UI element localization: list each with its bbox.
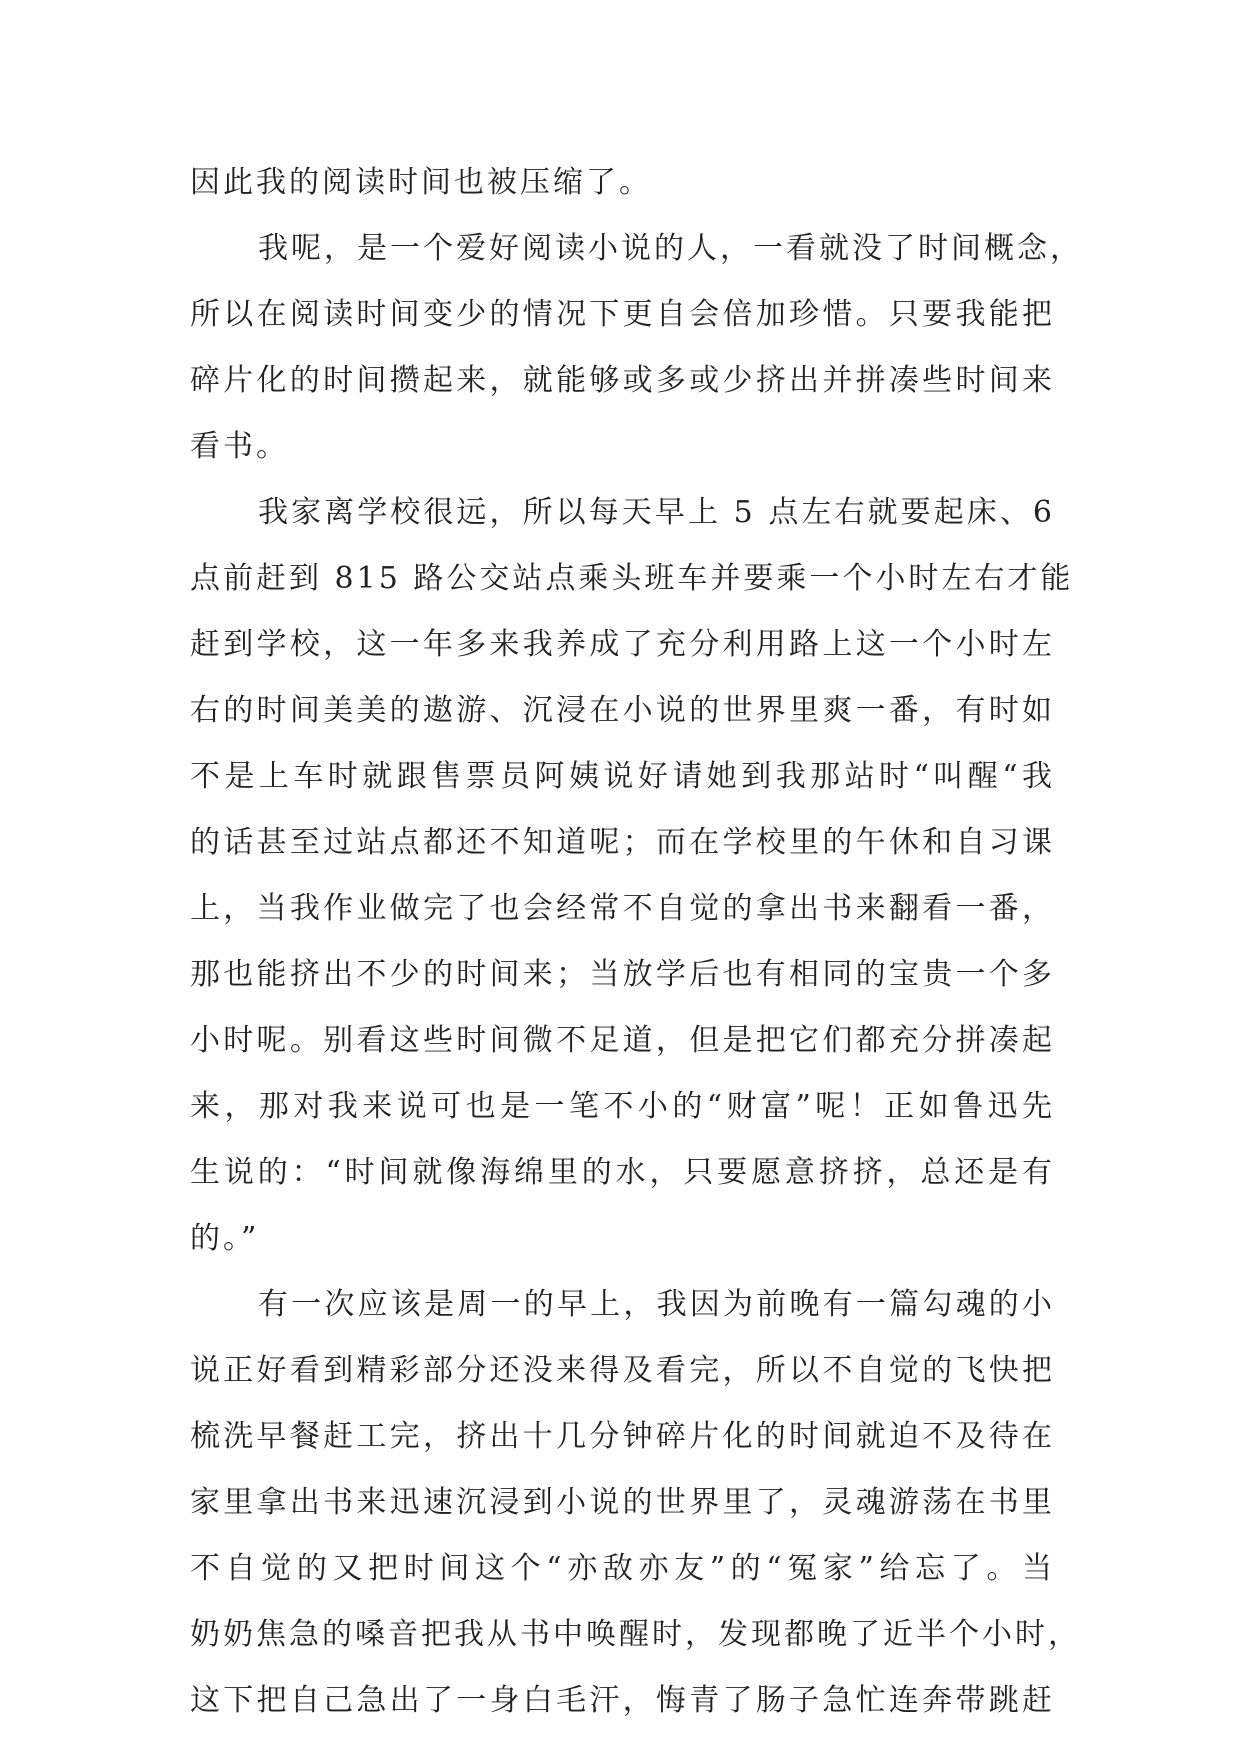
text-line: 家里拿出书来迅速沉浸到小说的世界里了，灵魂游荡在书里	[190, 1485, 1055, 1520]
text-line: 奶奶焦急的嗓音把我从书中唤醒时，发现都晚了近半个小时，	[190, 1617, 1081, 1652]
text-line: 赶到学校，这一年多来我养成了充分利用路上这一个小时左	[190, 627, 1055, 662]
text-line: 来，那对我来说可也是一笔不小的“财富”呢！正如鲁迅先	[190, 1089, 1055, 1124]
text-line: 因此我的阅读时间也被压缩了。	[190, 165, 652, 200]
text-line: 我呢，是一个爱好阅读小说的人，一看就没了时间概念，	[258, 231, 1083, 266]
text-line: 所以在阅读时间变少的情况下更自会倍加珍惜。只要我能把	[190, 297, 1055, 332]
text-line: 小时呢。别看这些时间微不足道，但是把它们都充分拼凑起	[190, 1023, 1055, 1058]
text-line: 碎片化的时间攒起来，就能够或多或少挤出并拼凑些时间来	[190, 363, 1055, 398]
text-line: 有一次应该是周一的早上，我因为前晚有一篇勾魂的小	[258, 1287, 1055, 1322]
text-line: 点前赶到 815 路公交站点乘头班车并要乘一个小时左右才能	[190, 561, 1074, 596]
text-line: 的话甚至过站点都还不知道呢；而在学校里的午休和自习课	[190, 825, 1055, 860]
text-line: 那也能挤出不少的时间来；当放学后也有相同的宝贵一个多	[190, 957, 1055, 992]
text-line: 梳洗早餐赶工完，挤出十几分钟碎片化的时间就迫不及待在	[190, 1419, 1055, 1454]
text-line: 看书。	[190, 429, 289, 464]
text-line: 生说的：“时间就像海绵里的水，只要愿意挤挤，总还是有	[190, 1155, 1055, 1190]
text-line: 右的时间美美的遨游、沉浸在小说的世界里爽一番，有时如	[190, 693, 1055, 728]
text-line: 说正好看到精彩部分还没来得及看完，所以不自觉的飞快把	[190, 1353, 1055, 1388]
text-line: 的。”	[190, 1221, 260, 1256]
text-line: 我家离学校很远，所以每天早上 5 点左右就要起床、6	[258, 495, 1055, 530]
text-line: 不是上车时就跟售票员阿姨说好请她到我那站时“叫醒“我	[190, 759, 1055, 794]
text-line: 不自觉的又把时间这个“亦敌亦友”的“冤家”给忘了。当	[190, 1551, 1055, 1586]
text-line: 上，当我作业做完了也会经常不自觉的拿出书来翻看一番，	[190, 891, 1055, 926]
body-text	[190, 150, 1083, 1734]
text-line: 这下把自己急出了一身白毛汗，悔青了肠子急忙连奔带跳赶	[190, 1683, 1055, 1718]
